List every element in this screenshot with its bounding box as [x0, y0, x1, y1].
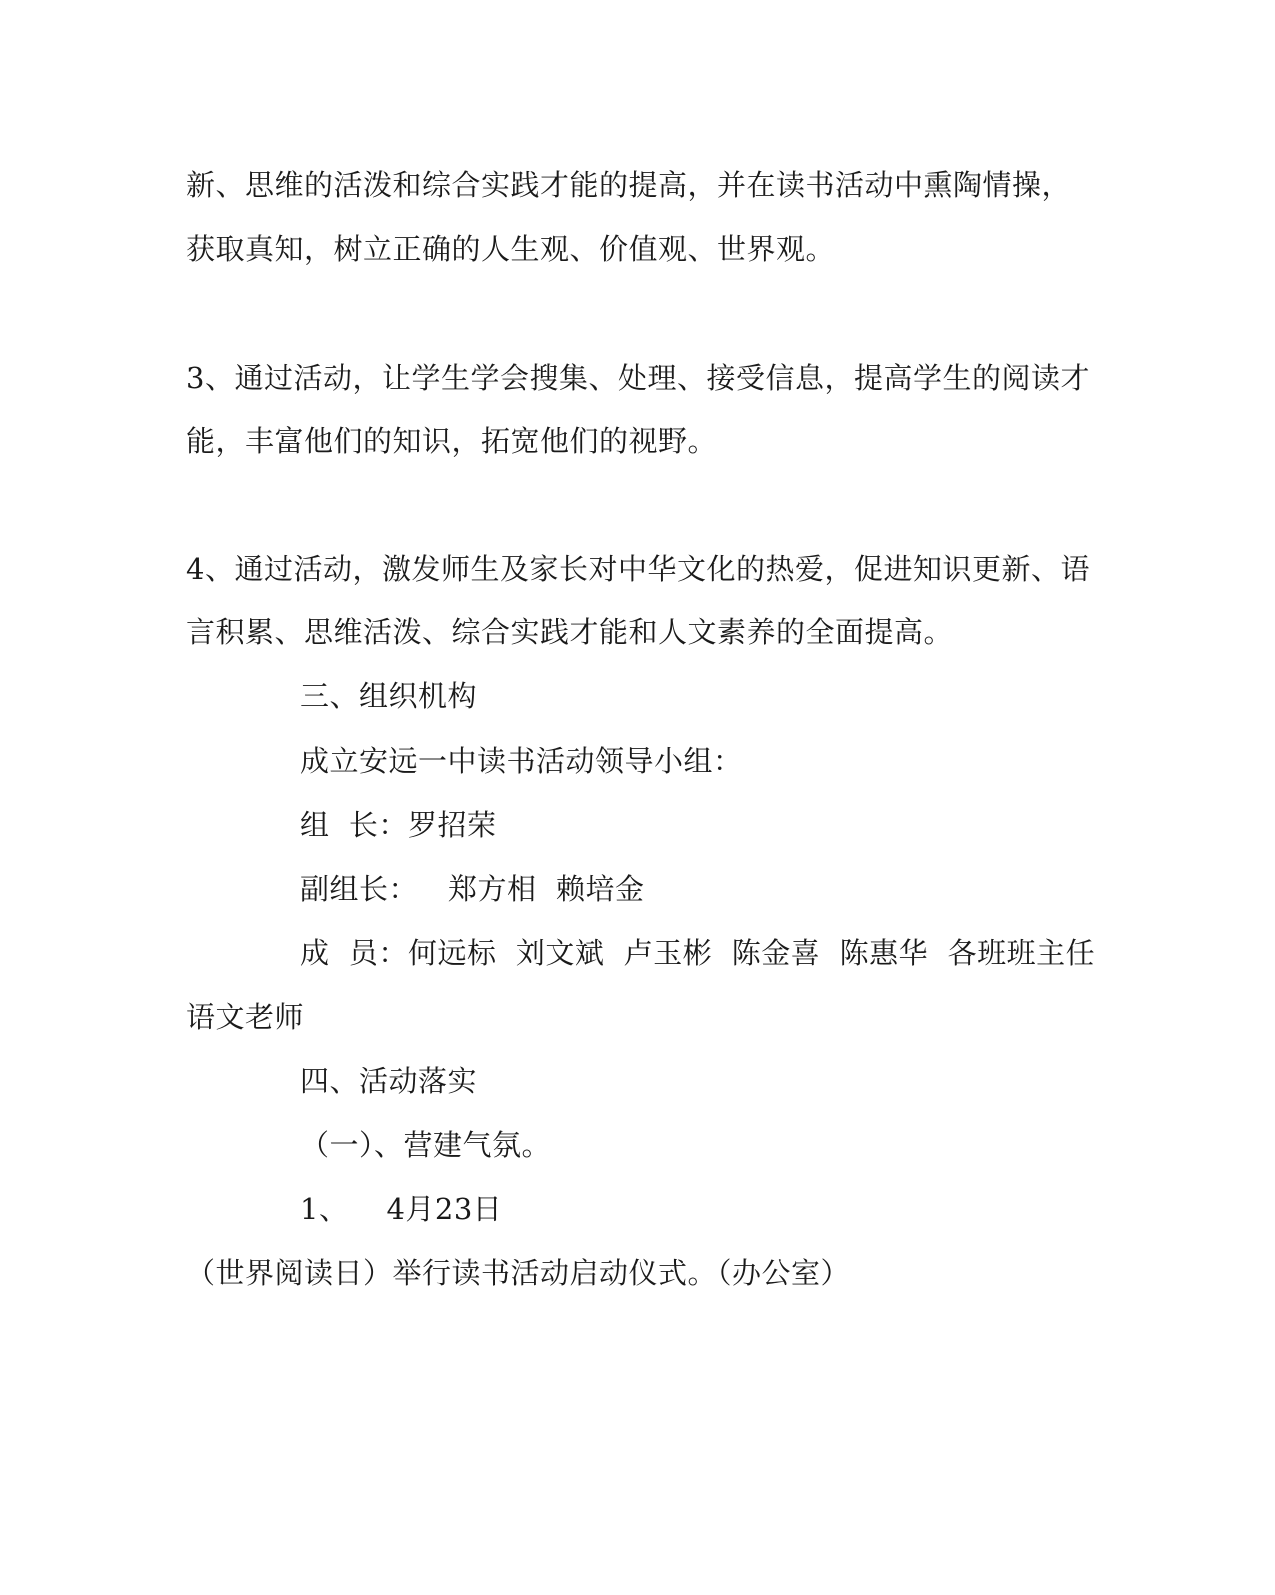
leader-line — [300, 807, 496, 843]
item-date: 4月23日 — [386, 1192, 503, 1226]
paragraph-line: 能，丰富他们的知识，拓宽他们的视野。 — [186, 424, 718, 458]
deputy-label: 副组长： — [300, 872, 419, 906]
paragraph-line: 3、通过活动，让学生学会搜集、处理、接受信息，提高学生的阅读才 — [186, 361, 1090, 395]
members-line — [300, 935, 1095, 971]
leader-label: 组 长： — [300, 808, 408, 842]
paragraph-line: 4、通过活动，激发师生及家长对中华文化的热爱，促进知识更新、语 — [186, 552, 1090, 586]
section-heading: 四、活动落实 — [300, 1064, 478, 1098]
leadership-intro: 成立安远一中读书活动领导小组： — [300, 744, 743, 778]
subsection-heading: （一）、营建气氛。 — [300, 1128, 552, 1162]
members-label: 成 员： — [300, 936, 408, 970]
members-names: 何远标 刘文斌 卢玉彬 陈金喜 陈惠华 各班班主任 — [407, 936, 1096, 970]
deputy-line — [300, 871, 644, 907]
paragraph-line: 获取真知，树立正确的人生观、价值观、世界观。 — [186, 232, 836, 266]
item-cont: （世界阅读日）举行读书活动启动仪式。（办公室） — [186, 1256, 851, 1290]
leader-name: 罗招荣 — [407, 808, 497, 842]
members-cont: 语文老师 — [186, 1000, 305, 1034]
paragraph-line: 言积累、思维活泼、综合实践才能和人文素养的全面提高。 — [186, 615, 954, 649]
paragraph-line: 新、思维的活泼和综合实践才能的提高，并在读书活动中熏陶情操， — [186, 168, 1072, 202]
item-line — [300, 1191, 502, 1227]
deputy-names: 郑方相 赖培金 — [448, 872, 645, 906]
section-heading: 三、组织机构 — [300, 679, 478, 713]
item-number: 1、 — [300, 1192, 349, 1226]
